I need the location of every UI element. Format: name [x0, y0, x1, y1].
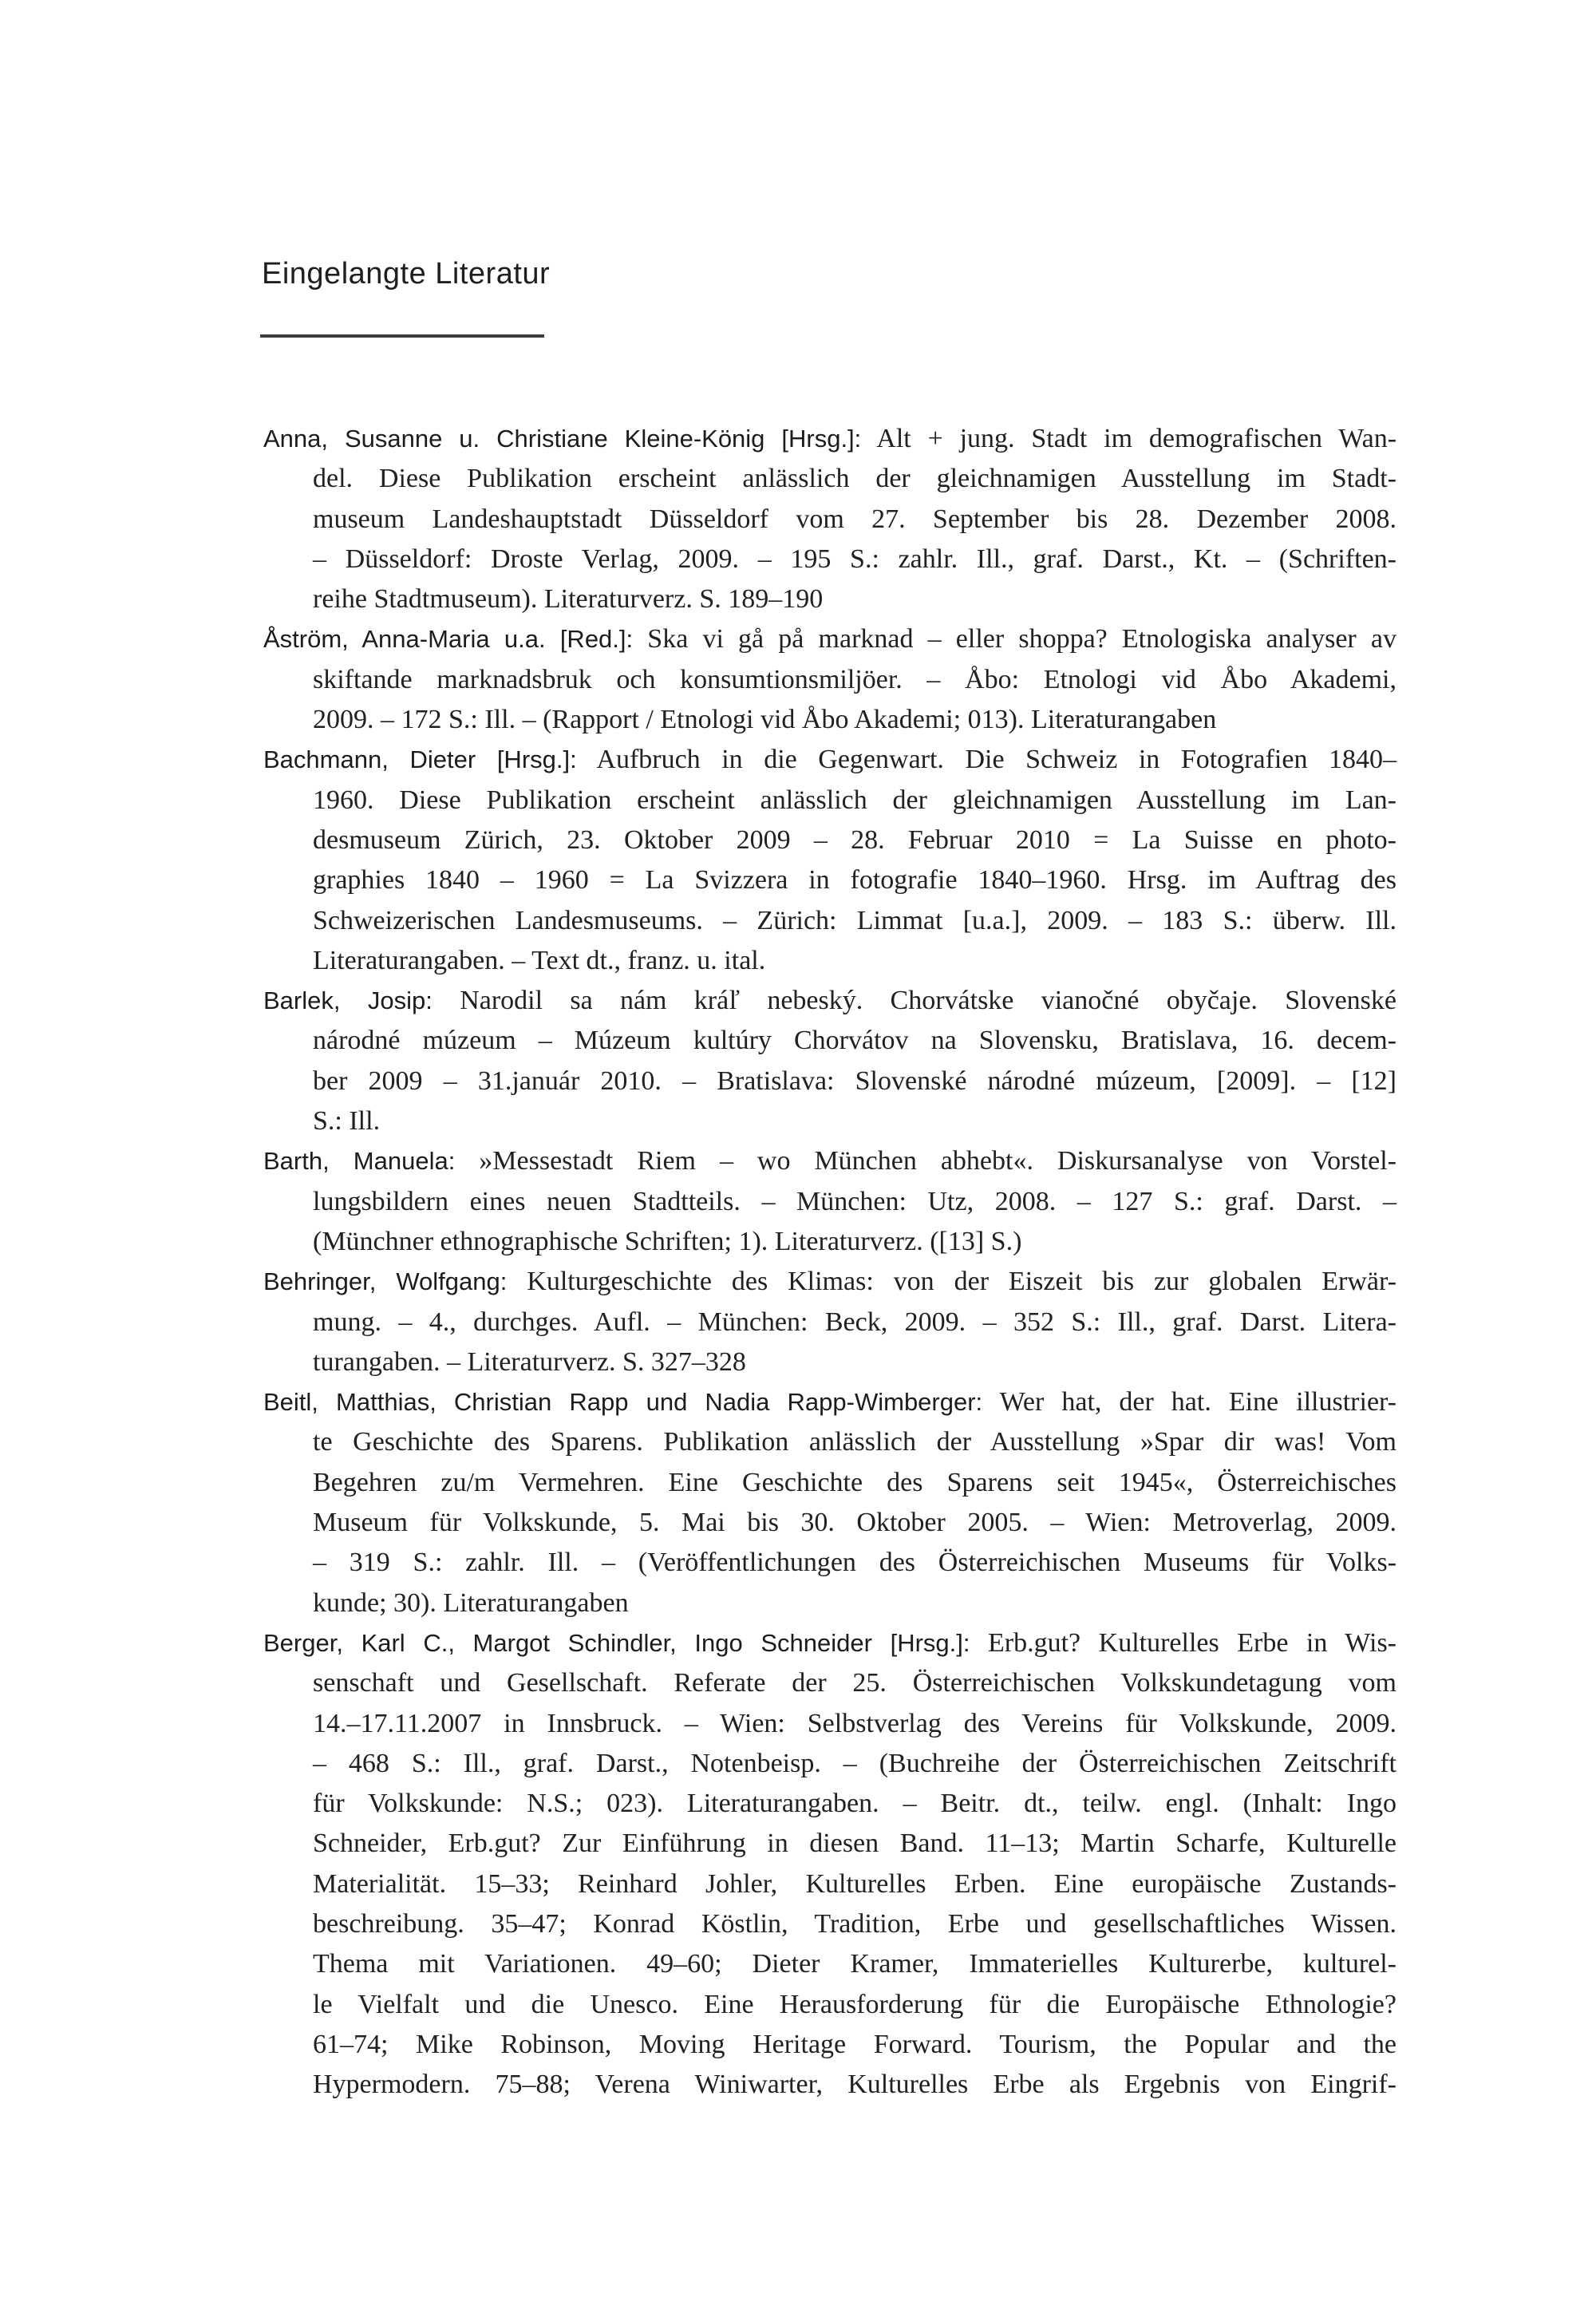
- bibliography-entry: [263, 740, 1396, 981]
- entry-first-line: [263, 419, 1396, 459]
- entry-title: Wer hat, der hat. Eine illustrier-: [999, 1387, 1396, 1417]
- entry-line: 61–74; Mike Robinson, Moving Heritage Forward. Tourism, the Popular and the: [313, 2029, 1396, 2059]
- entry-author: Barth, Manuela:: [263, 1147, 456, 1176]
- entry-title: »Messestadt Riem – wo München abhebt«. Diskursanalyse von Vorstel-: [479, 1146, 1396, 1176]
- entry-line: kunde; 30). Literaturangaben: [313, 1587, 629, 1618]
- entry-first-line: [263, 1382, 1396, 1422]
- entry-author: Bachmann, Dieter [Hrsg.]:: [263, 745, 577, 774]
- entry-title: Ska vi gå på marknad – eller shoppa? Etnologiska analyser av: [647, 624, 1396, 654]
- entry-line: senschaft und Gesellschaft. Referate der 25. Österreichischen Volkskundetagung vom: [313, 1668, 1396, 1698]
- title-rule: [260, 334, 544, 338]
- bibliography-entry: [263, 981, 1396, 1141]
- bibliography-entry: [263, 1623, 1396, 2105]
- bibliography-entry: [263, 1141, 1396, 1262]
- entry-title: Alt + jung. Stadt im demografischen Wan-: [876, 424, 1397, 453]
- entry-line: Schneider, Erb.gut? Zur Einführung in diesen Band. 11–13; Martin Scharfe, Kulturelle: [313, 1829, 1396, 1859]
- entry-first-line: [263, 740, 1396, 780]
- entry-author: Behringer, Wolfgang:: [263, 1267, 508, 1296]
- entry-author: Beitl, Matthias, Christian Rapp und Nadia Rapp-Wimberger:: [263, 1388, 983, 1417]
- entry-line: lungsbildern eines neuen Stadtteils. – München: Utz, 2008. – 127 S.: graf. Darst. –: [313, 1186, 1396, 1216]
- entry-line: 2009. – 172 S.: Ill. – (Rapport / Etnologi vid Åbo Akademi; 013). Literaturangaben: [313, 705, 1217, 735]
- entry-line: Schweizerischen Landesmuseums. – Zürich: Limmat [u.a.], 2009. – 183 S.: überw. Ill.: [313, 905, 1396, 935]
- entry-line: del. Diese Publikation erscheint anlässlich der gleichnamigen Ausstellung im Stadt-: [313, 464, 1396, 494]
- entry-line: turangaben. – Literaturverz. S. 327–328: [313, 1346, 746, 1377]
- entry-line: Literaturangaben. – Text dt., franz. u. ital.: [313, 945, 766, 975]
- entry-title: Aufbruch in die Gegenwart. Die Schweiz in Fotografien 1840–: [596, 745, 1396, 775]
- entry-line: národné múzeum – Múzeum kultúry Chorvátov na Slovensku, Bratislava, 16. decem-: [313, 1026, 1396, 1056]
- entry-title: Kulturgeschichte des Klimas: von der Eiszeit bis zur globalen Erwär-: [527, 1267, 1396, 1297]
- entry-author: Berger, Karl C., Margot Schindler, Ingo Schneider [Hrsg.]:: [263, 1628, 970, 1657]
- bibliography-entry: [263, 1382, 1396, 1623]
- entry-first-line: [263, 619, 1396, 659]
- entry-line: – Düsseldorf: Droste Verlag, 2009. – 195 S.: zahlr. Ill., graf. Darst., Kt. – (Schriften-: [313, 544, 1396, 574]
- entry-line: te Geschichte des Sparens. Publikation anlässlich der Ausstellung »Spar dir was! Vom: [313, 1427, 1396, 1457]
- entry-line: skiftande marknadsbruk och konsumtionsmiljöer. – Åbo: Etnologi vid Åbo Akademi,: [313, 664, 1396, 694]
- entry-line: 1960. Diese Publikation erscheint anlässlich der gleichnamigen Ausstellung im Lan-: [313, 785, 1396, 815]
- entry-line: reihe Stadtmuseum). Literaturverz. S. 189–190: [313, 584, 824, 615]
- entry-line: Hypermodern. 75–88; Verena Winiwarter, Kulturelles Erbe als Ergebnis von Eingrif-: [313, 2070, 1396, 2100]
- entry-first-line: [263, 1262, 1396, 1302]
- entry-line: – 468 S.: Ill., graf. Darst., Notenbeisp. – (Buchreihe der Österreichischen Zeitschrift: [313, 1748, 1396, 1778]
- entry-line: für Volkskunde: N.S.; 023). Literaturangaben. – Beitr. dt., teilw. engl. (Inhalt: Ingo: [313, 1789, 1396, 1819]
- entry-first-line: [263, 981, 1396, 1021]
- entry-line: museum Landeshauptstadt Düsseldorf vom 27. September bis 28. Dezember 2008.: [313, 504, 1396, 534]
- entry-line: Begehren zu/m Vermehren. Eine Geschichte des Sparens seit 1945«, Österreichisches: [313, 1467, 1396, 1497]
- entry-first-line: [263, 1141, 1396, 1181]
- entry-line: graphies 1840 – 1960 = La Svizzera in fotografie 1840–1960. Hrsg. im Auftrag des: [313, 865, 1396, 896]
- page-title: Eingelangte Literatur: [262, 257, 551, 291]
- entry-line: Museum für Volkskunde, 5. Mai bis 30. Oktober 2005. – Wien: Metroverlag, 2009.: [313, 1508, 1396, 1538]
- entry-line: 14.–17.11.2007 in Innsbruck. – Wien: Selbstverlag des Vereins für Volkskunde, 2009.: [313, 1708, 1396, 1738]
- entry-line: mung. – 4., durchges. Aufl. – München: Beck, 2009. – 352 S.: Ill., graf. Darst. Litera-: [313, 1307, 1396, 1337]
- bibliography-entry: [263, 619, 1396, 740]
- entry-title: Narodil sa nám kráľ nebeský. Chorvátske vianočné obyčaje. Slovenské: [460, 986, 1396, 1016]
- entry-title: Erb.gut? Kulturelles Erbe in Wis-: [988, 1627, 1396, 1658]
- entry-line: (Münchner ethnographische Schriften; 1). Literaturverz. ([13] S.): [313, 1226, 1022, 1256]
- entry-line: – 319 S.: zahlr. Ill. – (Veröffentlichungen des Österreichischen Museums für Volks-: [313, 1548, 1396, 1578]
- entry-line: Thema mit Variationen. 49–60; Dieter Kramer, Immaterielles Kulturerbe, kulturel-: [313, 1949, 1396, 1979]
- entry-author: Anna, Susanne u. Christiane Kleine-König [Hrsg.]:: [263, 425, 862, 453]
- entry-line: Materialität. 15–33; Reinhard Johler, Kulturelles Erben. Eine europäische Zustands-: [313, 1868, 1396, 1899]
- entry-line: S.: Ill.: [313, 1106, 381, 1137]
- entry-line: beschreibung. 35–47; Konrad Köstlin, Tradition, Erbe und gesellschaftliches Wissen.: [313, 1908, 1396, 1939]
- bibliography-entry: [263, 419, 1396, 619]
- entry-line: le Vielfalt und die Unesco. Eine Herausforderung für die Europäische Ethnologie?: [313, 1989, 1396, 2019]
- bibliography-entry: [263, 1262, 1396, 1382]
- entry-author: Åström, Anna-Maria u.a. [Red.]:: [263, 625, 634, 654]
- entry-author: Barlek, Josip:: [263, 986, 433, 1015]
- entry-line: ber 2009 – 31.január 2010. – Bratislava: Slovenské národné múzeum, [2009]. – [12]: [313, 1066, 1396, 1096]
- entry-line: desmuseum Zürich, 23. Oktober 2009 – 28. Februar 2010 = La Suisse en photo-: [313, 824, 1396, 855]
- bibliography-list: [263, 419, 1396, 2105]
- entry-first-line: [263, 1623, 1396, 1663]
